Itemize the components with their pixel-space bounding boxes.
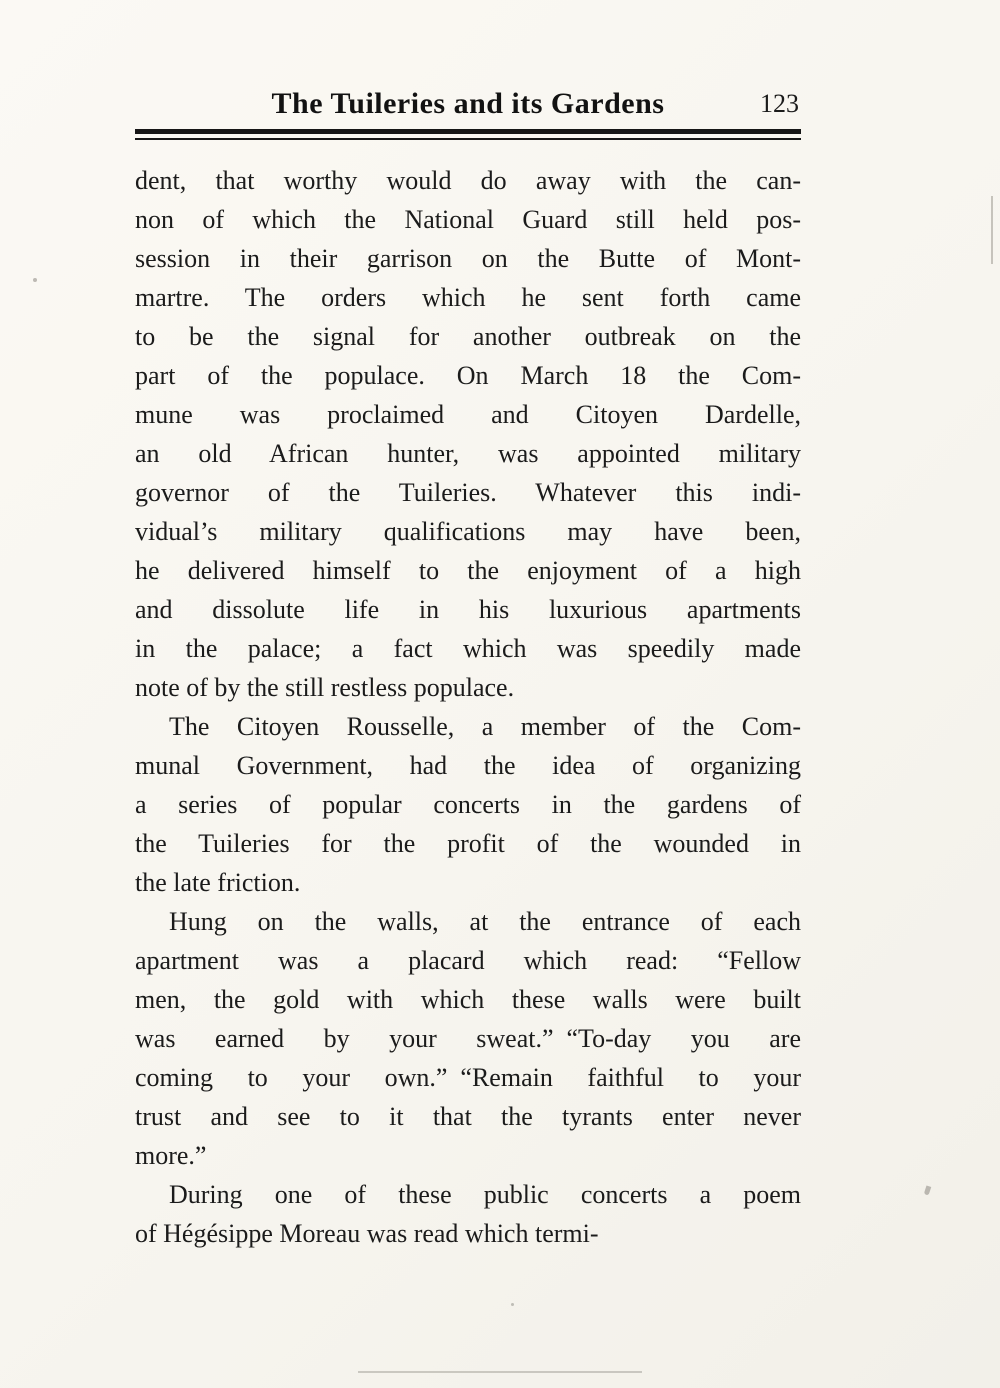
running-head <box>135 84 801 124</box>
text-line: he delivered himself to the enjoyment of a high <box>135 556 801 585</box>
text-line: The Citoyen Rousselle, a member of the Com- <box>169 712 801 741</box>
text-line: session in their garrison on the Butte of Mont- <box>135 244 801 273</box>
text-line: men, the gold with which these walls were built <box>135 985 801 1014</box>
text-line: vidual’s military qualifications may have been, <box>135 517 801 546</box>
text-line: part of the populace. On March 18 the Com- <box>135 361 801 390</box>
page-content <box>135 84 801 1253</box>
page-body <box>135 161 801 1253</box>
scan-artifact <box>924 1185 932 1195</box>
text-line: trust and see to it that the tyrants enter never <box>135 1102 801 1131</box>
text-line: munal Government, had the idea of organizing <box>135 751 801 780</box>
text-line: in the palace; a fact which was speedily made <box>135 634 801 663</box>
scan-artifact <box>511 1303 514 1306</box>
text-line: more.” <box>135 1141 207 1170</box>
header-rule <box>135 129 801 140</box>
paragraph <box>135 161 801 707</box>
text-line: the Tuileries for the profit of the wounded in <box>135 829 801 858</box>
text-line: martre. The orders which he sent forth came <box>135 283 801 312</box>
page-title: The Tuileries and its Gardens <box>271 87 665 120</box>
text-line: apartment was a placard which read: “Fellow <box>135 946 801 975</box>
header-rule-thick <box>135 129 801 134</box>
scan-artifact <box>358 1371 642 1373</box>
text-line: mune was proclaimed and Citoyen Dardelle, <box>135 400 801 429</box>
text-line: governor of the Tuileries. Whatever this indi- <box>135 478 801 507</box>
text-line: an old African hunter, was appointed military <box>135 439 801 468</box>
text-line: During one of these public concerts a poem <box>169 1180 801 1209</box>
paragraph <box>135 707 801 902</box>
text-line: Hung on the walls, at the entrance of each <box>169 907 801 936</box>
scan-artifact <box>991 196 993 264</box>
text-line: a series of popular concerts in the gardens of <box>135 790 801 819</box>
page-number: 123 <box>760 89 799 118</box>
header-rule-thin <box>135 138 801 140</box>
text-line: to be the signal for another outbreak on the <box>135 322 801 351</box>
text-line: dent, that worthy would do away with the can- <box>135 166 801 195</box>
paragraph <box>135 1175 801 1253</box>
text-line: coming to your own.” “Remain faithful to your <box>135 1063 801 1092</box>
paragraph <box>135 902 801 1175</box>
text-line: the late friction. <box>135 868 301 897</box>
text-line: note of by the still restless populace. <box>135 673 515 702</box>
text-line: was earned by your sweat.” “To-day you are <box>135 1024 801 1053</box>
scan-artifact <box>33 278 37 282</box>
text-line: non of which the National Guard still held pos- <box>135 205 801 234</box>
text-line: of Hégésippe Moreau was read which termi- <box>135 1219 599 1248</box>
text-line: and dissolute life in his luxurious apartments <box>135 595 801 624</box>
